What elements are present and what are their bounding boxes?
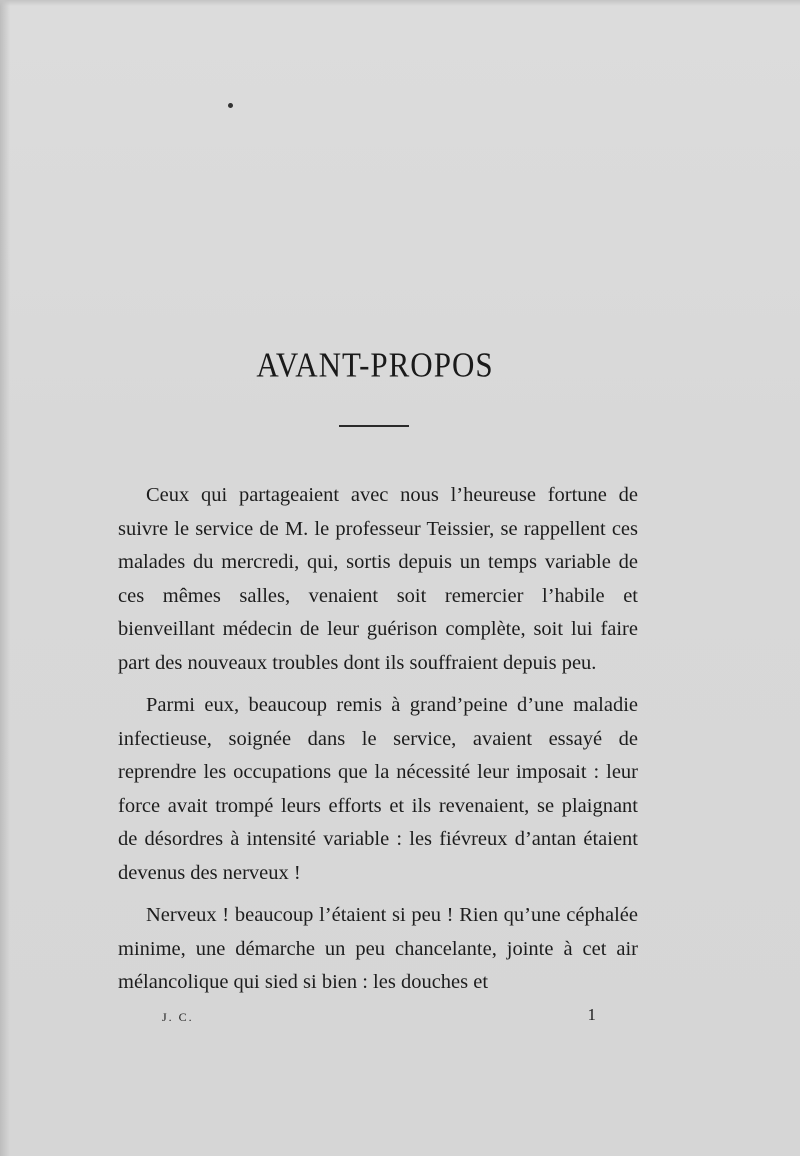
- ink-speck: [228, 103, 233, 108]
- paragraph-2: Parmi eux, beaucoup remis à grand’peine d’une maladie infectieuse, soignée dans le service, avaient essayé de reprendre les occupations que la nécessité leur imposait : leur force avait trompé leurs efforts et ils revenaient, se plaignant de désordres à intensité variable : les fiévreux d’antan étaient devenus des nerveux !: [118, 694, 638, 884]
- title-divider: [339, 425, 409, 427]
- page-left-edge-shadow: [0, 0, 10, 1156]
- page-footer: [118, 1005, 638, 1027]
- page-number: 1: [587, 1005, 596, 1024]
- page-title: AVANT-PROPOS: [256, 345, 494, 385]
- paragraph-3: Nerveux ! beaucoup l’étaient si peu ! Rien qu’une céphalée minime, une démarche un peu chancelante, jointe à cet air mélancolique qui sied si bien : les douches et: [118, 904, 638, 993]
- paragraph-1: Ceux qui partageaient avec nous l’heureuse fortune de suivre le service de M. le professeur Teissier, se rappellent ces malades du mercredi, qui, sortis depuis un temps variable de ces mêmes salles, venaient soit remercier l’habile et bienveillant médecin de leur guérison complète, soit lui faire part des nouveaux troubles dont ils souffraient depuis peu.: [118, 484, 638, 674]
- body-text: [118, 479, 638, 1009]
- signature-mark: J. C.: [162, 1010, 194, 1024]
- page-top-edge-shadow: [0, 0, 800, 6]
